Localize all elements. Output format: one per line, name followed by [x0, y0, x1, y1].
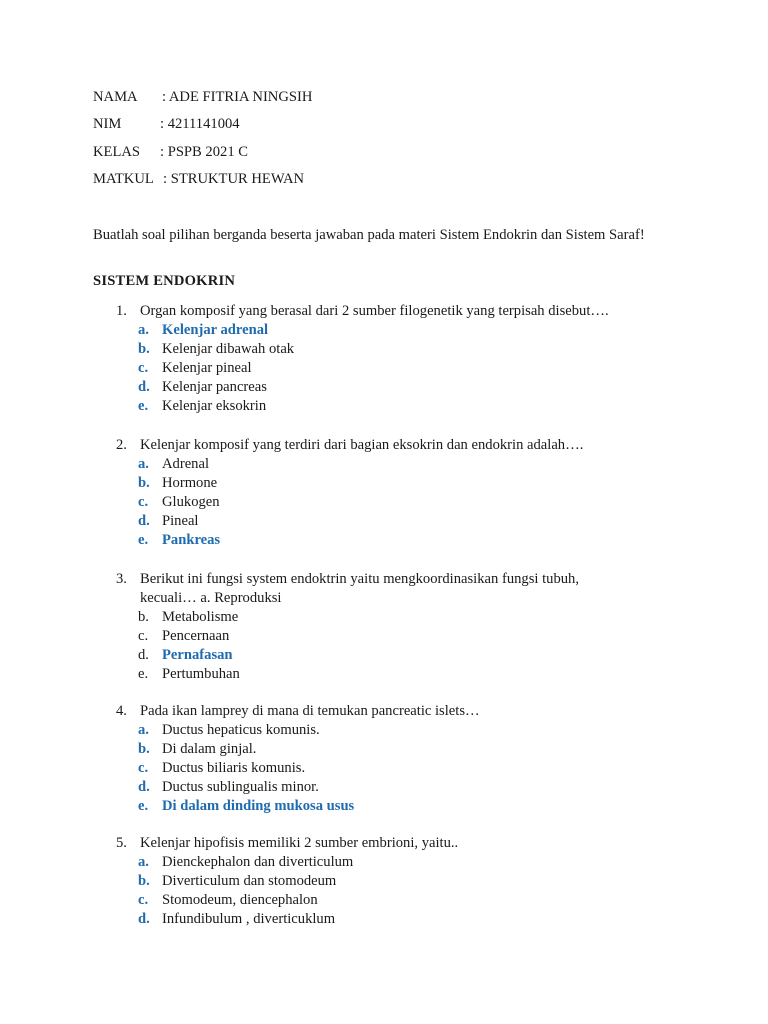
question-3 [116, 570, 676, 684]
option-c [116, 627, 676, 646]
question-number: 5. [116, 835, 127, 851]
question-number: 1. [116, 303, 127, 319]
question-text: Kelenjar komposif yang terdiri dari bagian eksokrin dan endokrin adalah…. [140, 437, 584, 453]
option-letter: c. [138, 760, 149, 776]
option-letter: a. [138, 456, 149, 472]
identity-label: NIM [93, 116, 122, 132]
identity-value: : 4211141004 [160, 116, 240, 132]
option-d [116, 910, 676, 929]
option-text: Diverticulum dan stomodeum [162, 873, 337, 889]
identity-label: MATKUL [93, 171, 154, 187]
option-letter: d. [138, 779, 150, 795]
option-letter: e. [138, 798, 149, 814]
option-b [116, 872, 676, 891]
question-number: 3. [116, 571, 127, 587]
option-letter: b. [138, 873, 150, 889]
option-letter: b. [138, 341, 150, 357]
option-text: Glukogen [162, 494, 220, 510]
identity-value: : STRUKTUR HEWAN [163, 171, 305, 187]
option-e-correct [116, 531, 676, 550]
option-text: Metabolisme [162, 609, 239, 625]
option-letter: d. [138, 647, 149, 663]
inline-option-text: Reproduksi [214, 590, 282, 606]
question-5 [116, 834, 676, 929]
question-text-kecuali: kecuali… [140, 590, 197, 606]
option-letter: c. [138, 360, 149, 376]
identity-value: : ADE FITRIA NINGSIH [162, 89, 313, 105]
option-text: Ductus biliaris komunis. [162, 760, 306, 776]
option-text: Kelenjar pancreas [162, 379, 267, 395]
question-number: 4. [116, 703, 127, 719]
option-text: Pineal [162, 513, 199, 529]
option-letter: a. [138, 322, 149, 338]
option-a [116, 853, 676, 872]
identity-row-nim [93, 114, 240, 134]
option-letter: d. [138, 379, 150, 395]
option-b [116, 340, 676, 359]
option-c [116, 493, 676, 512]
option-b [116, 608, 676, 627]
option-letter: b. [138, 609, 149, 625]
option-d-correct [116, 646, 676, 665]
identity-value: : PSPB 2021 C [160, 144, 249, 160]
option-letter: e. [138, 666, 149, 682]
option-letter: b. [138, 741, 150, 757]
option-e-correct [116, 797, 676, 816]
option-text: Pertumbuhan [162, 666, 240, 682]
option-text: Di dalam ginjal. [162, 741, 257, 757]
option-d [116, 778, 676, 797]
section-title: SISTEM ENDOKRIN [93, 273, 236, 289]
question-text-line-1: Berikut ini fungsi system endoktrin yaitu mengkoordinasikan fungsi tubuh, [140, 571, 579, 587]
option-text: Dienckephalon dan diverticulum [162, 854, 354, 870]
option-text: Di dalam dinding mukosa usus [162, 798, 355, 814]
question-text: Kelenjar hipofisis memiliki 2 sumber embrioni, yaitu.. [140, 835, 459, 851]
option-letter: d. [138, 911, 150, 927]
option-letter: e. [138, 532, 149, 548]
inline-option-letter: a. [200, 590, 211, 606]
question-4 [116, 702, 676, 816]
option-letter: c. [138, 892, 149, 908]
option-letter: b. [138, 475, 150, 491]
option-text: Kelenjar adrenal [162, 322, 269, 338]
option-text: Kelenjar pineal [162, 360, 252, 376]
identity-label: KELAS [93, 144, 141, 160]
option-letter: c. [138, 494, 149, 510]
option-text: Infundibulum , diverticuklum [162, 911, 336, 927]
option-text: Adrenal [162, 456, 210, 472]
option-text: Ductus hepaticus komunis. [162, 722, 320, 738]
option-c [116, 891, 676, 910]
option-e [116, 397, 676, 416]
option-text: Stomodeum, diencephalon [162, 892, 318, 908]
option-letter: d. [138, 513, 150, 529]
identity-row-kelas [93, 142, 249, 162]
option-letter: a. [138, 722, 149, 738]
question-text: Organ komposif yang berasal dari 2 sumber filogenetik yang terpisah disebut…. [140, 303, 609, 319]
option-text: Pankreas [162, 532, 221, 548]
option-letter: e. [138, 398, 149, 414]
option-d [116, 378, 676, 397]
option-a [116, 721, 676, 740]
option-e [116, 665, 676, 684]
option-b [116, 740, 676, 759]
instruction-text: Buatlah soal pilihan berganda beserta jawaban pada materi Sistem Endokrin dan Sistem Saraf! [93, 227, 645, 243]
option-text: Kelenjar dibawah otak [162, 341, 295, 357]
option-c [116, 759, 676, 778]
option-text: Hormone [162, 475, 218, 491]
question-number: 2. [116, 437, 127, 453]
identity-label: NAMA [93, 89, 138, 105]
option-letter: c. [138, 628, 149, 644]
option-text: Pencernaan [162, 628, 230, 644]
option-text: Pernafasan [162, 647, 233, 663]
option-a-correct [116, 321, 676, 340]
question-text: Pada ikan lamprey di mana di temukan pancreatic islets… [140, 703, 480, 719]
identity-row-nama [93, 87, 313, 107]
option-text: Ductus sublingualis minor. [162, 779, 319, 795]
question-2 [116, 436, 676, 550]
option-c [116, 359, 676, 378]
option-text: Kelenjar eksokrin [162, 398, 267, 414]
option-d [116, 512, 676, 531]
question-text-line-2 [140, 589, 281, 608]
option-letter: a. [138, 854, 149, 870]
question-1 [116, 302, 676, 416]
option-a [116, 455, 676, 474]
option-b [116, 474, 676, 493]
identity-row-matkul [93, 169, 305, 189]
